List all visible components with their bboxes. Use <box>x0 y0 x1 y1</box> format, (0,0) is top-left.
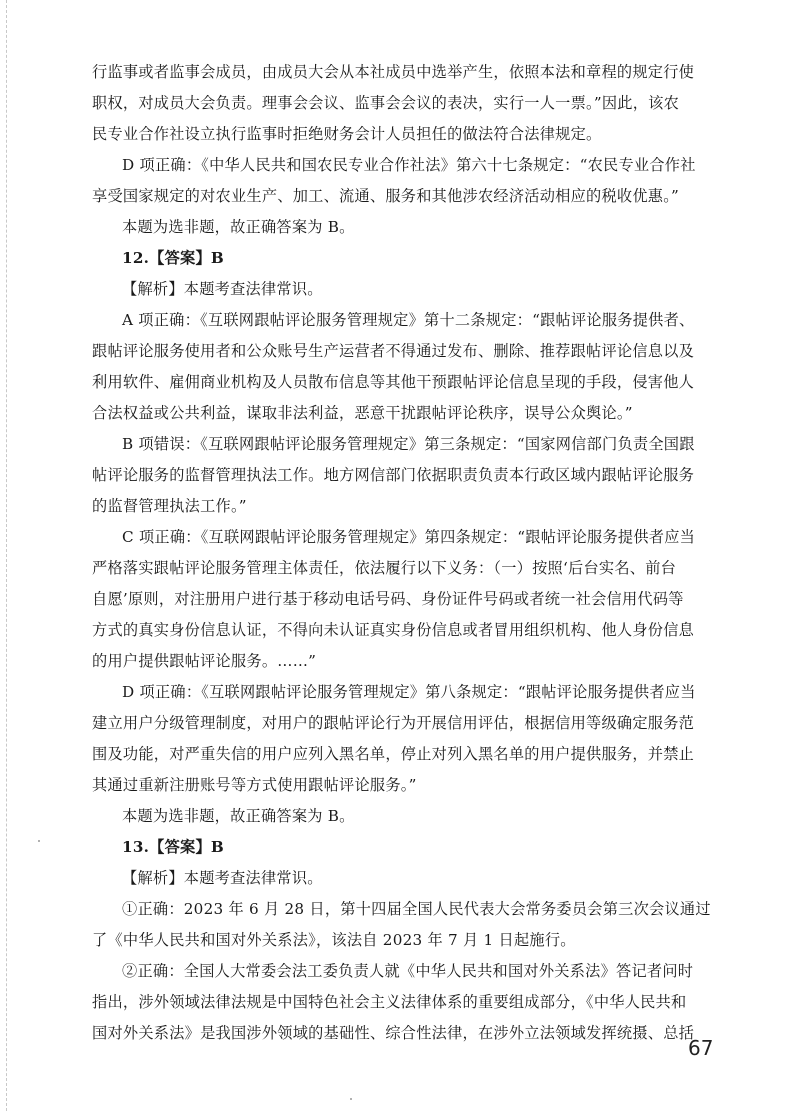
document-body <box>92 60 712 1052</box>
text-line: 【解析】本题考查法律常识。 <box>122 280 323 298</box>
text-line: B 项错误：《互联网跟帖评论服务管理规定》第三条规定：“国家网信部门负责全国跟 <box>122 435 695 453</box>
text-line: A 项正确：《互联网跟帖评论服务管理规定》第十二条规定：“跟帖评论服务提供者、 <box>122 311 695 329</box>
text-line: 职权，对成员大会负责。理事会会议、监事会会议的表决，实行一人一票。”因此，该农 <box>92 94 680 112</box>
text-line: 方式的真实身份信息认证，不得向未认证真实身份信息或者冒用组织机构、他人身份信息 <box>92 621 695 639</box>
binding-edge-marks <box>6 0 7 1111</box>
text-line: 本题为选非题，故正确答案为 B。 <box>122 218 355 236</box>
text-line: 12.【答案】B <box>122 249 225 267</box>
text-line: 建立用户分级管理制度，对用户的跟帖评论行为开展信用评估，根据信用等级确定服务范 <box>92 714 695 732</box>
text-line: D 项正确：《中华人民共和国农民专业合作社法》第六十七条规定：“农民专业合作社 <box>122 156 696 174</box>
text-line: 了《中华人民共和国对外关系法》，该法自 2023 年 7 月 1 日起施行。 <box>92 931 576 949</box>
text-line: 围及功能，对严重失信的用户应列入黑名单，停止对列入黑名单的用户提供服务，并禁止 <box>92 745 695 763</box>
text-line: 行监事或者监事会成员，由成员大会从本社成员中选举产生，依照本法和章程的规定行使 <box>92 63 695 81</box>
text-line: 自愿’原则，对注册用户进行基于移动电话号码、身份证件号码或者统一社会信用代码等 <box>92 590 684 608</box>
scan-speck <box>38 840 40 842</box>
text-line: 其通过重新注册账号等方式使用跟帖评论服务。” <box>92 776 417 794</box>
text-line: 民专业合作社设立执行监事时拒绝财务会计人员担任的做法符合法律规定。 <box>92 125 602 143</box>
text-line: 的监督管理执法工作。” <box>92 497 247 515</box>
text-line: 享受国家规定的对农业生产、加工、流通、服务和其他涉农经济活动相应的税收优惠。” <box>92 187 680 205</box>
text-line: 国对外关系法》是我国涉外领域的基础性、综合性法律，在涉外立法领域发挥统摄、总括 <box>92 1024 695 1042</box>
text-line: 13.【答案】B <box>122 838 225 856</box>
text-line: 的用户提供跟帖评论服务。……” <box>92 652 317 670</box>
text-line: 跟帖评论服务使用者和公众账号生产运营者不得通过发布、删除、推荐跟帖评论信息以及 <box>92 342 695 360</box>
page-number: 67 <box>688 1036 714 1060</box>
text-line: ①正确：2023 年 6 月 28 日，第十四届全国人民代表大会常务委员会第三次会议通过 <box>122 900 711 918</box>
text-line: ②正确：全国人大常委会法工委负责人就《中华人民共和国对外关系法》答记者问时 <box>122 962 694 980</box>
text-line: 合法权益或公共利益，谋取非法利益，恶意干扰跟帖评论秩序，误导公众舆论。” <box>92 404 633 422</box>
text-line: 本题为选非题，故正确答案为 B。 <box>122 807 355 825</box>
text-line: 【解析】本题考查法律常识。 <box>122 869 323 887</box>
text-line: 严格落实跟帖评论服务管理主体责任，依法履行以下义务：（一）按照‘后台实名、前台 <box>92 559 677 577</box>
scan-speck <box>350 1098 352 1100</box>
text-line: 利用软件、雇佣商业机构及人员散布信息等其他干预跟帖评论信息呈现的手段，侵害他人 <box>92 373 695 391</box>
text-line: D 项正确：《互联网跟帖评论服务管理规定》第八条规定：“跟帖评论服务提供者应当 <box>122 683 696 701</box>
text-line: 指出，涉外领域法律法规是中国特色社会主义法律体系的重要组成部分，《中华人民共和 <box>92 993 687 1011</box>
text-line: 帖评论服务的监督管理执法工作。地方网信部门依据职责负责本行政区域内跟帖评论服务 <box>92 466 695 484</box>
text-line: C 项正确：《互联网跟帖评论服务管理规定》第四条规定：“跟帖评论服务提供者应当 <box>122 528 696 546</box>
